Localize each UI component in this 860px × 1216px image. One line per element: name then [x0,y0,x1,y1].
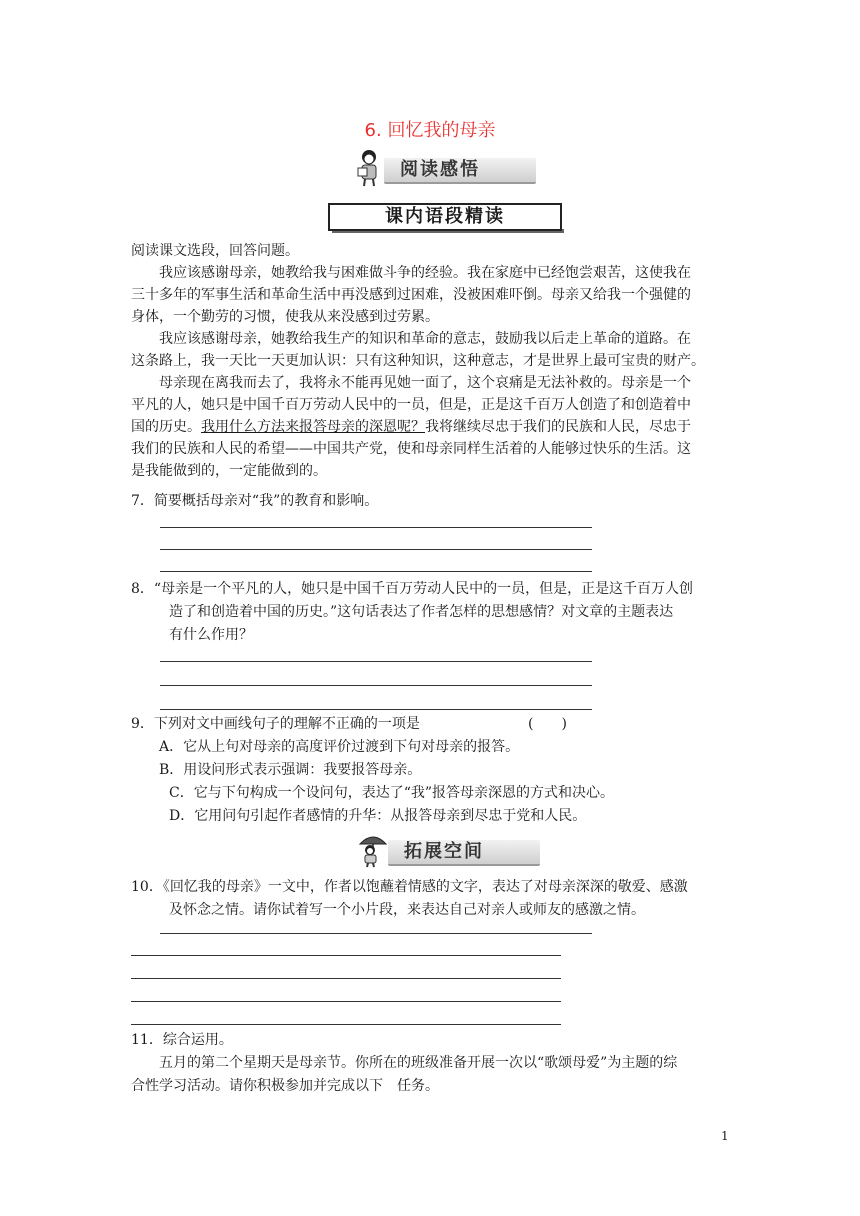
banner-label: 阅读感悟 [400,159,480,180]
passage-line: 身体，一个勤劳的习惯，使我从来没感到过劳累。 [131,309,439,325]
question-10: 10．《回忆我的母亲》一文中，作者以饱蘸着情感的文字，表达了对母亲深深的敬爱、感激 [131,879,688,895]
passage-text: 我将继续尽忠于我们的民族和人民，尽忠于 [425,419,691,435]
question-8-line: 有什么作用？ [169,627,253,643]
answer-line[interactable] [160,709,592,710]
answer-line[interactable] [131,1024,561,1025]
passage-text: 国的历史。 [131,419,201,435]
question-7: 7．简要概括母亲对“我”的教育和影响。 [131,493,379,509]
passage-line: 我应该感谢母亲，她教给我与困难做斗争的经验。我在家庭中已经饱尝艰苦，这使我在 [159,265,691,281]
answer-line[interactable] [131,978,561,979]
option-c: C．它与下句构成一个设问句，表达了“我”报答母亲深恩的方式和决心。 [169,785,615,801]
passage-line: 平凡的人，她只是中国千百万劳动人民中的一员，但是，正是这千百万人创造了和创造着中 [131,397,691,413]
passage-line: 我们的民族和人民的希望——中国共产党，使和母亲同样生活着的人能够过快乐的生活。这 [131,441,691,457]
question-11-line: 五月的第二个星期天是母亲节。你所在的班级准备开展一次以“歌颂母爱”为主题的综 [159,1055,678,1071]
question-11: 11．综合运用。 [131,1032,233,1048]
answer-line[interactable] [131,955,561,956]
underlined-sentence: 我用什么方法来报答母亲的深恩呢？ [201,419,425,435]
page-number: 1 [721,1129,729,1143]
option-a: A．它从上句对母亲的高度评价过渡到下句对母亲的报答。 [159,739,520,755]
question-8-line: 造了和创造着中国的历史。”这句话表达了作者怎样的思想感情？对文章的主题表达 [169,604,674,620]
page-title: 6. 回忆我的母亲 [364,120,496,141]
answer-line[interactable] [160,527,592,528]
banner-label: 拓展空间 [404,841,484,862]
option-d: D．它用问句引起作者感情的升华：从报答母亲到尽忠于党和人民。 [169,808,587,824]
section-heading: 课内语段精读 [328,203,562,231]
question-11-line: 合性学习活动。请你积极参加并完成以下 任务。 [131,1078,439,1094]
question-9: 9．下列对文中画线句子的理解不正确的一项是 [131,716,420,732]
instructions: 阅读课文选段，回答问题。 [131,243,299,259]
passage-line: 这条路上，我一天比一天更加认识：只有这种知识，这种意志，才是世界上最可宝贵的财产。 [131,353,705,369]
answer-parentheses[interactable]: ( ) [528,716,567,732]
section-banner-extension [356,836,546,866]
answer-line[interactable] [160,549,592,550]
passage-line: 是我能做到的，一定能做到的。 [131,463,327,479]
option-b: B．用设问形式表示强调：我要报答母亲。 [159,762,422,778]
question-8: 8．“母亲是一个平凡的人，她只是中国千百万劳动人民中的一员，但是，正是这千百万人创 [131,581,694,597]
girl-umbrella-icon [356,832,390,868]
girl-reading-icon [352,148,386,188]
answer-line[interactable] [160,685,592,686]
section-banner-reading [352,154,542,184]
passage-line: 母亲现在离我而去了，我将永不能再见她一面了，这个哀痛是无法补救的。母亲是一个 [159,375,691,391]
passage-line [131,416,691,438]
passage-line: 我应该感谢母亲，她教给我生产的知识和革命的意志，鼓励我以后走上革命的道路。在 [159,331,691,347]
answer-line[interactable] [160,571,592,572]
answer-line[interactable] [160,661,592,662]
answer-line[interactable] [131,1001,561,1002]
answer-line[interactable] [160,933,592,934]
question-10-line: 及怀念之情。请你试着写一个小片段，来表达自己对亲人或师友的感激之情。 [169,902,645,918]
passage-line: 三十多年的军事生活和革命生活中再没感到过困难，没被困难吓倒。母亲又给我一个强健的 [131,287,691,303]
